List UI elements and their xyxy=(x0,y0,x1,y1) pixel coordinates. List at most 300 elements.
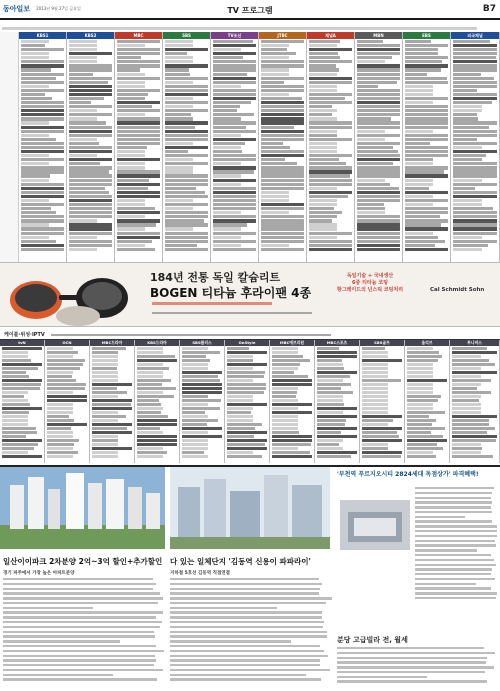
program-entry xyxy=(453,109,482,112)
program-entry xyxy=(165,187,196,190)
program-entry xyxy=(21,232,64,235)
program-entry xyxy=(309,150,337,153)
text-line xyxy=(415,587,491,589)
cable-program-entry xyxy=(317,447,343,450)
program-entry xyxy=(213,81,256,84)
cable-program-entry xyxy=(92,451,118,454)
program-entry xyxy=(309,97,345,100)
program-entry xyxy=(117,89,160,92)
cable-program-entry xyxy=(92,399,132,402)
program-entry xyxy=(21,97,52,100)
cable-program-entry xyxy=(407,435,443,438)
program-entry xyxy=(453,101,492,104)
program-entry xyxy=(213,199,256,202)
cable-channel-column xyxy=(45,340,90,463)
program-entry xyxy=(69,244,112,247)
cable-program-entry xyxy=(362,419,393,422)
cable-program-entry xyxy=(272,419,298,422)
cable-channel-header: 올리브 xyxy=(405,340,449,346)
cable-program-entry xyxy=(182,351,220,354)
text-line xyxy=(337,661,486,663)
cable-channel-column xyxy=(405,340,450,463)
program-entry xyxy=(213,44,256,47)
cable-program-entry xyxy=(2,443,38,446)
program-entry xyxy=(357,64,400,67)
program-entry xyxy=(405,64,448,67)
program-entry xyxy=(261,154,304,157)
program-entry xyxy=(117,227,145,230)
program-entry xyxy=(357,81,397,84)
program-entry xyxy=(453,227,497,230)
text-line xyxy=(337,671,485,673)
cable-program-entry xyxy=(362,427,402,430)
program-entry xyxy=(357,60,385,63)
cable-program-entry xyxy=(182,363,208,366)
cable-program-entry xyxy=(362,359,402,362)
program-entry xyxy=(405,240,445,243)
program-entry xyxy=(165,81,193,84)
program-entry xyxy=(165,240,208,243)
text-line xyxy=(170,664,320,666)
cable-program-entry xyxy=(137,359,177,362)
text-line xyxy=(415,564,496,566)
cable-channel-column xyxy=(180,340,225,463)
program-entry xyxy=(69,93,112,96)
program-entry xyxy=(165,77,208,80)
cable-program-entry xyxy=(407,387,433,390)
program-entry xyxy=(21,138,56,141)
text-line xyxy=(170,602,326,604)
program-entry xyxy=(165,179,208,182)
cable-program-entry xyxy=(407,427,445,430)
program-entry xyxy=(21,211,56,214)
cable-program-entry xyxy=(47,375,72,378)
program-entry xyxy=(213,105,240,108)
program-entry xyxy=(405,101,433,104)
program-entry xyxy=(213,223,247,226)
program-entry xyxy=(213,126,246,129)
text-line xyxy=(3,640,120,642)
program-entry xyxy=(69,134,112,137)
cable-program-entry xyxy=(272,455,312,458)
cable-program-entry xyxy=(452,363,495,366)
program-entry xyxy=(261,248,304,251)
text-line xyxy=(3,674,113,676)
program-entry xyxy=(357,85,378,88)
program-entry xyxy=(357,146,393,149)
cable-program-entry xyxy=(227,431,267,434)
cable-program-entry xyxy=(92,407,132,410)
cable-program-entry xyxy=(407,411,445,414)
ad-contact-line xyxy=(150,311,314,314)
cable-program-entry xyxy=(137,419,177,422)
cable-program-entry xyxy=(182,407,220,410)
program-entry xyxy=(453,52,497,55)
program-entry xyxy=(357,154,400,157)
program-entry xyxy=(213,174,241,177)
program-entry xyxy=(261,150,304,153)
program-entry xyxy=(309,240,352,243)
program-entry xyxy=(213,158,256,161)
cable-program-entry xyxy=(272,387,298,390)
program-entry xyxy=(357,211,385,214)
cable-program-entry xyxy=(407,359,438,362)
cable-program-entry xyxy=(137,411,161,414)
ad-brand: Cal Schmidt Sohn xyxy=(430,287,485,293)
cable-program-entry xyxy=(227,415,253,418)
program-entry xyxy=(405,142,430,145)
program-entry xyxy=(117,215,145,218)
text-line xyxy=(415,530,497,532)
cable-program-entry xyxy=(317,379,343,382)
cable-program-entry xyxy=(2,351,28,354)
program-entry xyxy=(117,138,160,141)
cable-program-entry xyxy=(47,435,73,438)
program-entry xyxy=(213,85,241,88)
program-entry xyxy=(69,40,97,43)
cable-program-entry xyxy=(2,363,42,366)
cable-program-entry xyxy=(227,375,264,378)
program-entry xyxy=(357,73,400,76)
cable-program-entry xyxy=(137,363,163,366)
cable-program-entry xyxy=(137,447,163,450)
program-entry xyxy=(309,126,352,129)
program-entry xyxy=(309,73,337,76)
program-entry xyxy=(405,113,448,116)
program-entry xyxy=(213,227,241,230)
cable-program-entry xyxy=(92,371,118,374)
program-entry xyxy=(261,158,285,161)
program-entry xyxy=(117,244,145,247)
program-entry xyxy=(165,117,193,120)
mid-story-title: 다 있는 일체단지 '김동역 신용이 파파라이' xyxy=(170,557,311,566)
program-entry xyxy=(405,244,435,247)
program-entry xyxy=(213,150,242,153)
program-entry xyxy=(21,227,64,230)
cable-program-entry xyxy=(227,391,264,394)
cable-program-entry xyxy=(452,399,479,402)
program-entry xyxy=(213,134,241,137)
cable-program-entry xyxy=(272,395,296,398)
cable-program-entry xyxy=(362,431,397,434)
program-entry xyxy=(453,179,482,182)
cable-program-entry xyxy=(227,455,262,458)
program-entry xyxy=(453,117,478,120)
program-entry xyxy=(309,105,332,108)
cable-program-entry xyxy=(2,419,28,422)
cable-program-entry xyxy=(182,423,207,426)
program-entry xyxy=(213,232,256,235)
program-entry xyxy=(357,227,400,230)
cable-program-entry xyxy=(272,347,298,350)
cable-program-entry xyxy=(227,439,267,442)
program-entry xyxy=(69,183,112,186)
program-entry xyxy=(165,248,208,251)
program-entry xyxy=(69,52,112,55)
cable-program-entry xyxy=(362,439,402,442)
cable-program-entry xyxy=(452,387,477,390)
cable-program-entry xyxy=(182,367,208,370)
program-entry xyxy=(309,154,352,157)
cable-program-entry xyxy=(362,387,388,390)
program-entry xyxy=(21,219,64,222)
channel-column xyxy=(19,32,67,262)
cable-program-entry xyxy=(47,391,73,394)
text-line xyxy=(3,616,156,618)
program-entry xyxy=(453,85,497,88)
cable-program-entry xyxy=(92,423,132,426)
program-entry xyxy=(405,85,433,88)
cable-program-entry xyxy=(452,347,487,350)
program-entry xyxy=(357,48,400,51)
cable-program-entry xyxy=(227,403,267,406)
cable-program-entry xyxy=(2,439,42,442)
cable-program-entry xyxy=(92,395,118,398)
program-entry xyxy=(117,117,160,120)
program-entry xyxy=(309,244,352,247)
program-entry xyxy=(453,134,497,137)
program-entry xyxy=(453,138,477,141)
program-entry xyxy=(261,236,304,239)
text-line xyxy=(415,535,497,537)
text-line xyxy=(337,652,495,654)
cable-program-entry xyxy=(407,363,433,366)
program-entry xyxy=(261,191,289,194)
cable-program-entry xyxy=(272,427,298,430)
channel-header: KBS1 xyxy=(19,32,66,39)
program-entry xyxy=(117,240,152,243)
program-entry xyxy=(213,187,256,190)
text-line xyxy=(170,592,319,594)
cable-program-entry xyxy=(2,391,28,394)
cable-program-entry xyxy=(92,427,127,430)
program-entry xyxy=(165,170,193,173)
program-entry xyxy=(213,56,243,59)
cable-program-entry xyxy=(407,399,438,402)
program-entry xyxy=(405,40,431,43)
program-entry xyxy=(309,101,352,104)
cable-program-entry xyxy=(182,347,208,350)
cable-program-entry xyxy=(452,403,481,406)
program-entry xyxy=(453,73,481,76)
program-entry xyxy=(117,211,160,214)
text-line xyxy=(3,592,160,594)
program-entry xyxy=(117,146,147,149)
cable-program-entry xyxy=(92,387,117,390)
program-entry xyxy=(309,56,340,59)
cable-program-entry xyxy=(317,411,343,414)
program-entry xyxy=(21,130,64,133)
complex-illustration xyxy=(170,467,330,549)
program-entry xyxy=(357,130,385,133)
cable-program-entry xyxy=(47,367,80,370)
cable-program-entry xyxy=(227,395,253,398)
cable-program-entry xyxy=(137,431,163,434)
program-entry xyxy=(357,109,400,112)
program-entry xyxy=(453,81,497,84)
program-entry xyxy=(69,158,112,161)
cable-program-entry xyxy=(317,435,357,438)
program-entry xyxy=(21,105,64,108)
right-bottom-body xyxy=(337,647,497,689)
cable-program-entry xyxy=(452,355,481,358)
program-entry xyxy=(21,199,49,202)
cable-program-entry xyxy=(272,451,310,454)
cable-program-entry xyxy=(2,367,38,370)
program-entry xyxy=(405,211,448,214)
program-entry xyxy=(21,187,64,190)
program-entry xyxy=(117,183,160,186)
cable-program-entry xyxy=(47,403,73,406)
program-entry xyxy=(261,109,304,112)
program-entry xyxy=(69,223,112,226)
channel-column xyxy=(259,32,307,262)
program-entry xyxy=(117,142,160,145)
program-entry xyxy=(405,77,447,80)
cable-program-entry xyxy=(92,415,126,418)
cable-program-entry xyxy=(452,415,497,418)
program-entry xyxy=(165,232,208,235)
program-entry xyxy=(117,154,145,157)
cable-channel-header: MBC드라마 xyxy=(90,340,134,346)
program-entry xyxy=(357,248,400,251)
channel-column xyxy=(307,32,355,262)
program-entry xyxy=(261,56,289,59)
newspaper-logo: 동아일보 xyxy=(3,5,31,13)
cable-program-entry xyxy=(317,387,341,390)
program-entry xyxy=(21,109,64,112)
program-entry xyxy=(117,85,145,88)
cable-program-entry xyxy=(182,403,208,406)
program-entry xyxy=(165,158,193,161)
program-entry xyxy=(165,219,204,222)
program-entry xyxy=(405,236,438,239)
program-entry xyxy=(165,183,208,186)
cable-program-entry xyxy=(182,391,222,394)
program-entry xyxy=(453,105,482,108)
program-entry xyxy=(165,48,208,51)
cable-program-entry xyxy=(137,367,169,370)
cable-program-entry xyxy=(407,379,447,382)
program-entry xyxy=(21,64,64,67)
left-story-title: 일산이이파크 2차분양 2억~3억 할인+추가할인 xyxy=(3,557,163,566)
program-entry xyxy=(357,126,400,129)
channel-header: JTBC xyxy=(259,32,306,39)
cable-program-entry xyxy=(317,423,345,426)
program-entry xyxy=(261,85,304,88)
cable-program-entry xyxy=(182,411,205,414)
cable-program-entry xyxy=(227,447,267,450)
text-line xyxy=(170,631,327,633)
program-entry xyxy=(69,73,93,76)
cable-program-entry xyxy=(317,439,343,442)
text-line xyxy=(3,611,163,613)
program-entry xyxy=(21,89,64,92)
cable-program-entry xyxy=(362,407,388,410)
cable-program-entry xyxy=(362,451,402,454)
program-entry xyxy=(453,121,497,124)
cable-program-entry xyxy=(452,375,481,378)
program-entry xyxy=(213,97,256,100)
cable-program-entry xyxy=(362,395,388,398)
cable-program-entry xyxy=(2,407,42,410)
program-entry xyxy=(357,215,400,218)
program-entry xyxy=(261,211,289,214)
cable-program-entry xyxy=(137,371,163,374)
frying-pan-illustration xyxy=(4,264,144,328)
program-entry xyxy=(165,101,208,104)
program-entry xyxy=(69,85,112,88)
cable-program-entry xyxy=(47,363,83,366)
program-entry xyxy=(309,138,352,141)
program-entry xyxy=(165,73,190,76)
program-entry xyxy=(213,170,254,173)
right-ad-photo xyxy=(340,500,410,550)
text-line xyxy=(337,666,494,668)
program-entry xyxy=(117,170,160,173)
cable-program-entry xyxy=(137,415,168,418)
program-entry xyxy=(213,77,256,80)
program-entry xyxy=(261,134,304,137)
cable-program-entry xyxy=(47,407,73,410)
text-line xyxy=(415,497,491,499)
cable-program-entry xyxy=(182,415,208,418)
cable-program-entry xyxy=(317,375,350,378)
program-entry xyxy=(213,89,256,92)
program-entry xyxy=(21,215,64,218)
program-entry xyxy=(357,240,400,243)
program-entry xyxy=(309,215,337,218)
text-line xyxy=(415,506,491,508)
program-entry xyxy=(309,81,352,84)
cable-program-entry xyxy=(227,443,265,446)
program-entry xyxy=(405,195,433,198)
program-entry xyxy=(21,170,64,173)
program-entry xyxy=(117,48,160,51)
cable-program-entry xyxy=(407,355,442,358)
page-header xyxy=(0,0,500,20)
program-entry xyxy=(117,207,155,210)
program-entry xyxy=(213,191,256,194)
cable-program-entry xyxy=(47,455,73,458)
program-entry xyxy=(165,150,188,153)
cable-program-entry xyxy=(92,363,118,366)
cable-program-entry xyxy=(2,447,34,450)
text-line xyxy=(337,676,427,678)
cable-program-entry xyxy=(362,455,401,458)
program-entry xyxy=(405,48,438,51)
program-entry xyxy=(213,244,241,247)
program-entry xyxy=(165,105,193,108)
program-entry xyxy=(453,244,488,247)
program-entry xyxy=(261,179,304,182)
program-entry xyxy=(453,68,497,71)
cable-program-entry xyxy=(452,423,489,426)
text-line xyxy=(170,635,327,637)
cable-program-entry xyxy=(452,391,491,394)
program-entry xyxy=(405,203,433,206)
program-entry xyxy=(261,146,290,149)
text-line xyxy=(3,664,154,666)
program-entry xyxy=(309,52,338,55)
cable-program-entry xyxy=(452,451,481,454)
cable-program-entry xyxy=(362,371,388,374)
text-line xyxy=(3,678,157,680)
program-entry xyxy=(357,179,385,182)
program-entry xyxy=(357,170,400,173)
program-entry xyxy=(69,60,97,63)
program-entry xyxy=(69,97,104,100)
